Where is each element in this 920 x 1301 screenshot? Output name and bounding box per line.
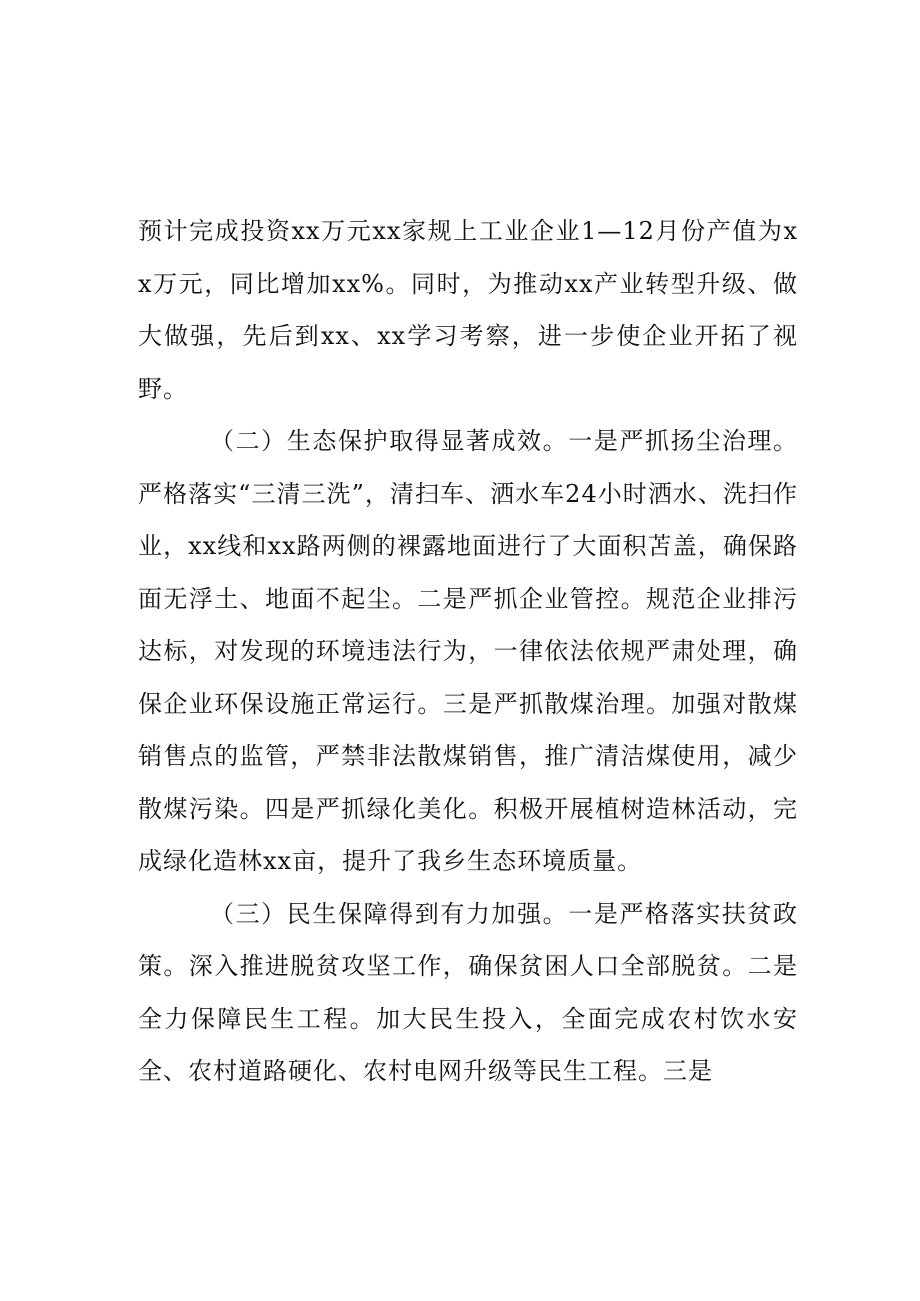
paragraph-livelihood-security: （三）民生保障得到有力加强。一是严格落实扶贫政策。深入推进脱贫攻坚工作，确保贫困人口全部脱贫。二是全力保障民生工程。加大民生投入，全面完成农村饮水安全、农村道路硬化、农村电网升级等民生工程。三是 bbox=[138, 899, 798, 1085]
paragraph-ecological-protection: （二）生态保护取得显著成效。一是严抓扬尘治理。严格落实“三清三洗”，清扫车、洒水车24小时洒水、洗扫作业，xx线和xx路两侧的裸露地面进行了大面积苫盖，确保路面无浮土、地面不起尘。二是严抓企业管控。规范企业排污达标，对发现的环境违法行为，一律依法依规严肃处理，确保企业环保设施正常运行。三是严抓散煤治理。加强对散煤销售点的监管，严禁非法散煤销售，推广清洁煤使用，减少散煤污染。四是严抓绿化美化。积极开展植树造林活动，完成绿化造林xx亩，提升了我乡生态环境质量。 bbox=[138, 427, 798, 875]
document-body bbox=[138, 205, 798, 1098]
paragraph-investment-continuation: 预计完成投资xx万元xx家规上工业企业1—12月份产值为xx万元，同比增加xx%。同时，为推动xx产业转型升级、做大做强，先后到xx、xx学习考察，进一步使企业开拓了视野。 bbox=[138, 217, 798, 403]
